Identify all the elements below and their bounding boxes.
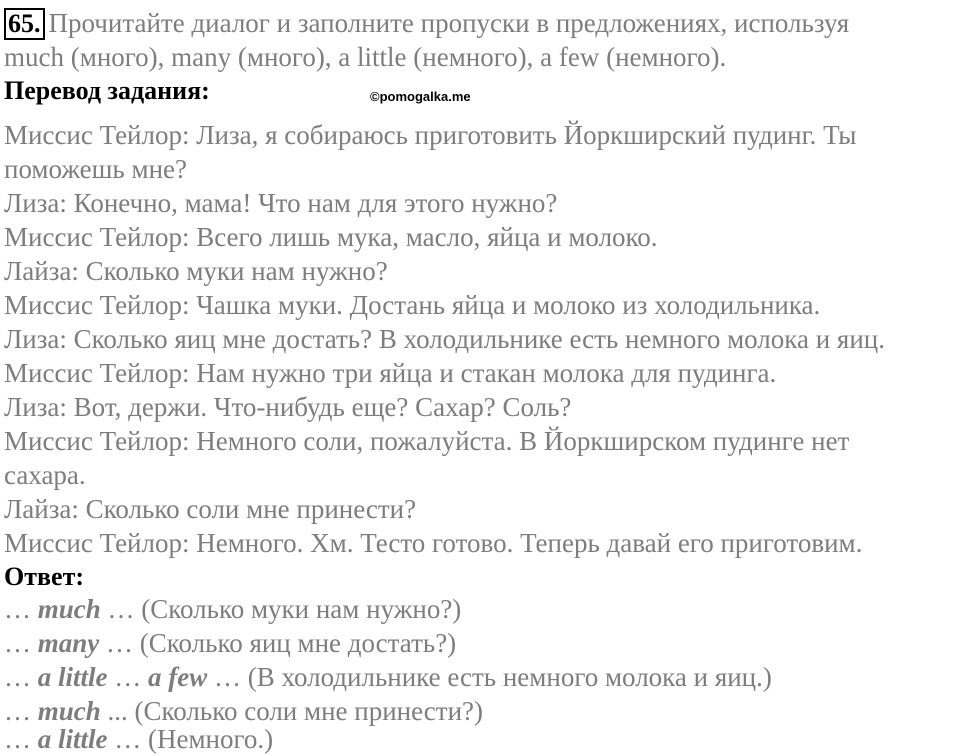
task-text-1: Прочитайте диалог и заполните пропуски в предложениях, используя <box>48 8 850 38</box>
answer-middle: … <box>107 662 148 692</box>
dialog-line: Миссис Тейлор: Нам нужно три яйца и стакан молока для пудинга. <box>4 358 777 388</box>
dialog-line: Миссис Тейлор: Немного. Хм. Тесто готово. Теперь давай его приготовим. <box>4 528 863 558</box>
dialog-line: Лиза: Конечно, мама! Что нам для этого нужно? <box>4 188 558 218</box>
watermark: ©pomogalka.me <box>370 89 471 104</box>
answer-word: much <box>37 696 101 726</box>
answer-line <box>4 660 772 694</box>
answer-word: a few <box>148 662 208 692</box>
dialog-line: поможешь мне? <box>4 154 187 184</box>
answer-suffix: … (Сколько муки нам нужно?) <box>100 594 462 624</box>
answer-suffix: … (Немного.) <box>107 724 274 754</box>
answer-suffix: ... (Сколько соли мне принести?) <box>100 696 483 726</box>
answer-word: much <box>37 594 101 624</box>
answer-prefix: … <box>4 724 38 754</box>
dialog-line: Лиза: Сколько яиц мне достать? В холодильнике есть немного молока и яиц. <box>4 324 885 354</box>
dialog-line: Миссис Тейлор: Чашка муки. Достань яйца и молоко из холодильника. <box>4 290 821 320</box>
dialog-line: Лайза: Сколько соли мне принести? <box>4 494 417 524</box>
dialog-line: Лайза: Сколько муки нам нужно? <box>4 256 388 286</box>
answer-prefix: … <box>4 594 38 624</box>
answer-suffix: … (В холодильнике есть немного молока и яиц.) <box>207 662 772 692</box>
answer-word: a little <box>37 662 108 692</box>
dialog-line: Миссис Тейлор: Лиза, я собираюсь приготовить Йоркширский пудинг. Ты <box>4 120 857 150</box>
task-line-1 <box>4 6 849 40</box>
dialog-line: Миссис Тейлор: Всего лишь мука, масло, яйца и молоко. <box>4 222 658 252</box>
answer-line <box>4 722 273 756</box>
task-line-2: much (много), many (много), a little (немного), a few (немного). <box>4 42 727 72</box>
dialog-line: Лиза: Вот, держи. Что-нибудь еще? Сахар? Соль? <box>4 392 572 422</box>
translation-heading: Перевод задания: <box>4 76 210 105</box>
answer-prefix: … <box>4 662 38 692</box>
exercise-number: 65. <box>4 8 45 40</box>
answer-suffix: … (Сколько яиц мне достать?) <box>99 628 457 658</box>
answer-prefix: … <box>4 696 38 726</box>
answer-line <box>4 592 461 626</box>
answer-word: many <box>37 628 100 658</box>
answer-prefix: … <box>4 628 38 658</box>
answer-line <box>4 626 456 660</box>
dialog-line: Миссис Тейлор: Немного соли, пожалуйста. В Йоркширском пудинге нет <box>4 426 850 456</box>
answer-word: a little <box>37 724 108 754</box>
answer-heading: Ответ: <box>4 562 85 591</box>
dialog-line: сахара. <box>4 460 86 490</box>
